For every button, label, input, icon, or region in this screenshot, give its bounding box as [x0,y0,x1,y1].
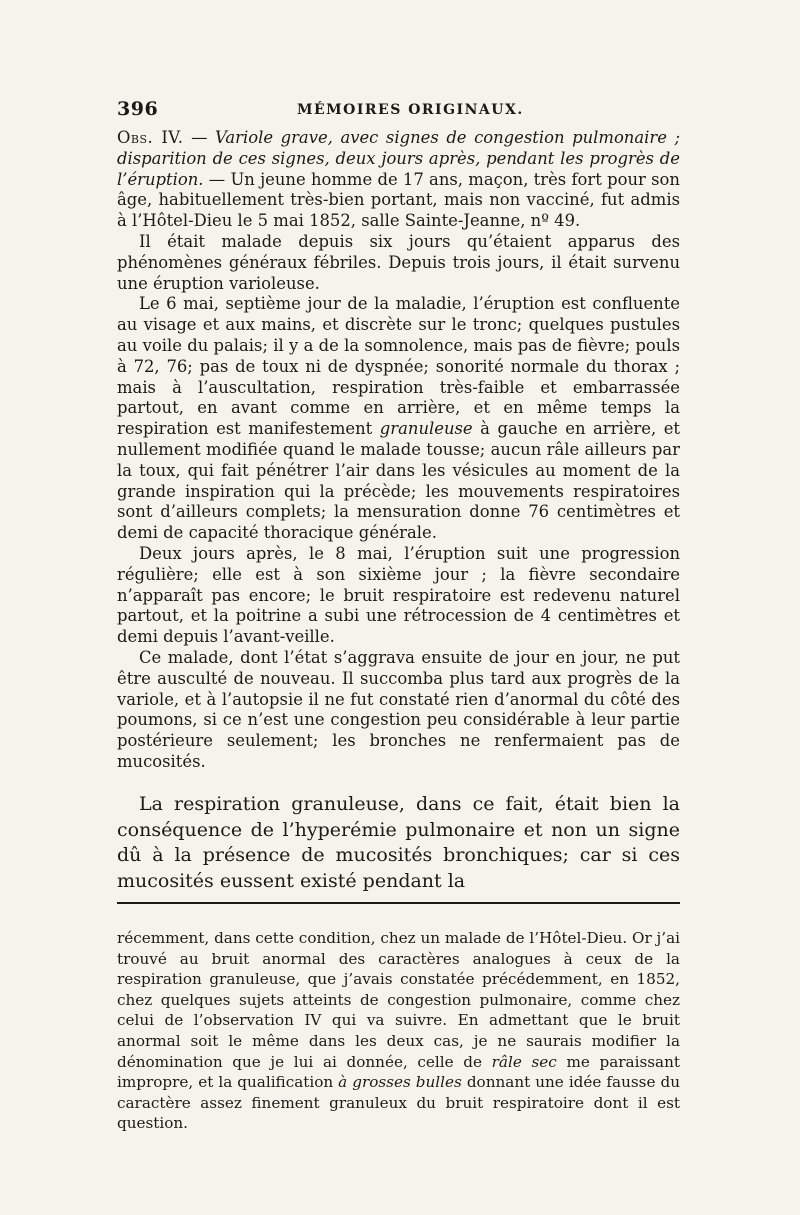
paragraph-4: Ce malade, dont l’état s’aggrava ensuite de jour en jour, ne put être ausculté de nouveau. Il succomba plus tard aux progrès de la variole, et à l’autopsie il ne fut constaté rien d’anormal du côté des poumons, si ce n’est une congestion peu considérable à leur partie postérieure seulement; les bronches ne renfermaient pas de mucosités. [117,647,680,771]
main-text [117,128,680,773]
paragraph-2-emphasis: granuleuse [379,419,473,439]
footnote-part-a: récemment, dans cette condition, chez un malade de l’Hôtel-Dieu. Or j’ai trouvé au bruit anormal des caractères analogues à ceux de la respiration granuleuse, que j’avais constatée précédemment, en 1852, chez quelques sujets atteints de congestion pulmonaire, comme chez celui de l’observation IV qui va suivre. En admettant que le bruit anormal soit le même dans les deux cas, je ne saurais modifier la dénomination que je lui ai donnée, celle de [117,929,680,1071]
page-header [117,98,677,122]
footnote-emphasis-1: râle sec [491,1052,557,1071]
paragraph-3: Deux jours après, le 8 mai, l’éruption suit une progression régulière; elle est à son sixième jour ; la fièvre secondaire n’apparaît pas encore; le bruit respiratoire est redevenu naturel partout, et la poitrine a subi une rétrocession de 4 centimètres et demi depuis l’avant-veille. [117,543,680,647]
footnote-part-c: donnant une idée fausse du caractère assez finement granuleux du bruit respiratoire dont il est question. [117,1073,680,1133]
conclusion-paragraph: La respiration granuleuse, dans ce fait, était bien la conséquence de l’hyperémie pulmonaire et non un signe dû à la présence de mucosités bronchiques; car si ces mucosités eussent existé pendant la [117,793,680,892]
paragraph-2 [117,294,680,544]
footnote-part-b: me paraissant impropre, et la qualification [117,1052,680,1092]
paragraph-1: Il était malade depuis six jours qu’étaient apparus des phénomènes généraux fébriles. Depuis trois jours, il était survenu une éruption varioleuse. [117,231,680,293]
observation-heading [117,128,680,232]
footnote-paragraph [117,928,680,1134]
paragraph-2-part-b: à gauche en arrière, et nullement modifiée quand le malade tousse; aucun râle ailleurs par la toux, qui fait pénétrer l’air dans les vésicules au moment de la grande inspiration qui la précède; les mouvements respiratoires sont d’ailleurs complets; la mensuration donne 76 centimètres et demi de capacité thoracique générale. [117,419,680,543]
running-title: MÉMOIRES ORIGINAUX. [297,102,524,118]
footnote-emphasis-2: à grosses bulles [338,1073,462,1092]
observation-label: Obs. IV. [117,128,184,147]
page-number: 396 [117,98,159,120]
footnote-divider [117,902,680,904]
paragraph-2-part-a: Le 6 mai, septième jour de la maladie, l’éruption est confluente au visage et aux mains, et discrète sur le tronc; quelques pustules au voile du palais; il y a de la somnolence, mais pas de fièvre; pouls à 72, 76; pas de toux ni de dyspnée; sonorité normale du thorax ; mais à l’auscultation, respiration très-faible et embarrassée partout, en avant comme en arrière, et en même temps la respiration est manifestement [117,294,680,439]
conclusion-text [117,792,680,894]
observation-intro: — Un jeune homme de 17 ans, maçon, très fort pour son âge, habituellement très-bien portant, mais non vacciné, fut admis à l’Hôtel-Dieu le 5 mai 1852, salle Sainte-Jeanne, nº 49. [117,169,680,231]
observation-dash: — [183,128,216,147]
observation-title: Variole grave, avec signes de congestion pulmonaire ; disparition de ces signes, deux jours après, pendant les progrès de l’éruption. [117,128,681,189]
footnote [117,928,680,1134]
